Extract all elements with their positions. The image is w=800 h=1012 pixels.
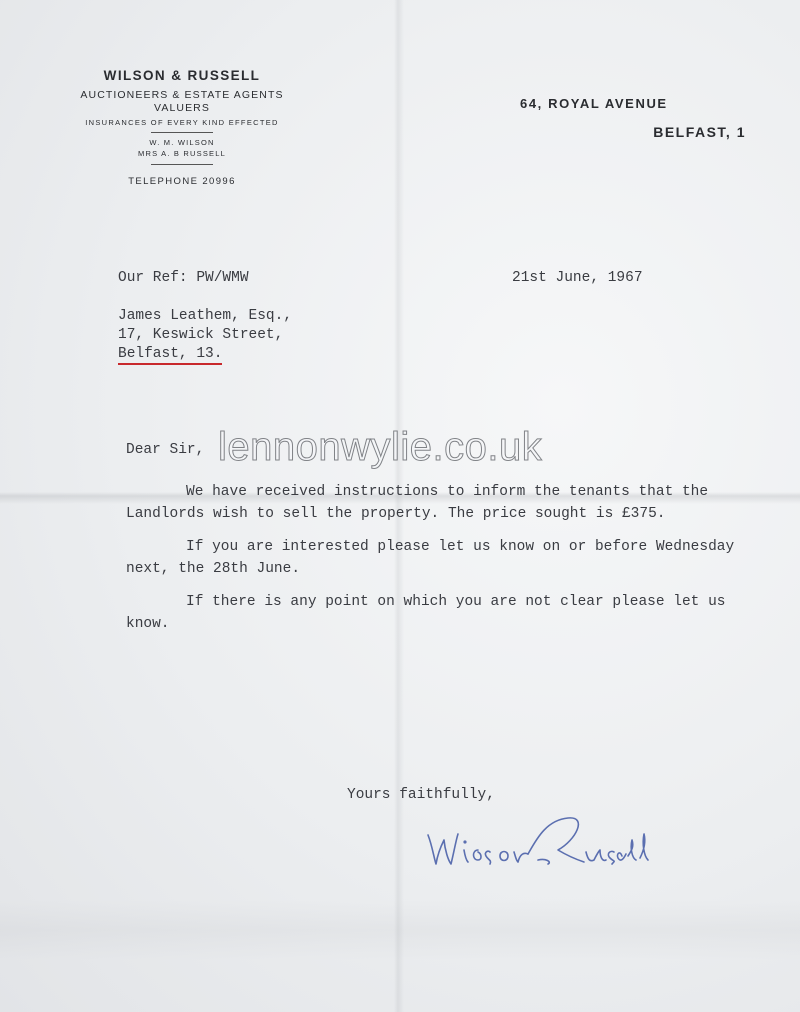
firm-telephone: TELEPHONE 20996: [128, 176, 236, 187]
closing: Yours faithfully,: [347, 787, 495, 803]
recipient-address: [118, 307, 292, 364]
office-city: BELFAST, 1: [653, 124, 746, 140]
recipient-city: Belfast, 13.: [118, 346, 222, 365]
letterhead: [62, 68, 302, 187]
firm-services: AUCTIONEERS & ESTATE AGENTS: [80, 89, 284, 101]
body-paragraph: If there is any point on which you are not clear please let us know.: [126, 594, 726, 632]
recipient-name: James Leathem, Esq.,: [118, 308, 293, 324]
reference-line: Our Ref: PW/WMW: [118, 270, 249, 286]
partner-name: W. M. WILSON: [149, 138, 215, 147]
letter-date: 21st June, 1967: [512, 270, 643, 286]
letter-body: [126, 482, 766, 647]
firm-name: WILSON & RUSSELL: [103, 68, 261, 83]
signature-image: [418, 800, 668, 880]
body-paragraph: If you are interested please let us know on or before Wednesday next, the 28th June.: [126, 539, 735, 577]
partner-name: MRS A. B RUSSELL: [138, 149, 226, 158]
recipient-street: 17, Keswick Street,: [118, 327, 284, 343]
firm-insurance-line: INSURANCES OF EVERY KIND EFFECTED: [85, 118, 279, 127]
office-address: [520, 96, 750, 140]
letterhead-divider: [151, 132, 213, 133]
salutation: Dear Sir,: [126, 442, 205, 458]
firm-services-valuers: VALUERS: [154, 102, 210, 114]
body-paragraph: We have received instructions to inform the tenants that the Landlords wish to sell the property. The price sought is £375.: [126, 484, 709, 522]
office-street: 64, ROYAL AVENUE: [520, 96, 668, 111]
watermark-text: lennonwylie.co.uk: [218, 425, 543, 469]
letterhead-divider: [151, 164, 213, 165]
paper-fold-shadow: [0, 900, 800, 960]
